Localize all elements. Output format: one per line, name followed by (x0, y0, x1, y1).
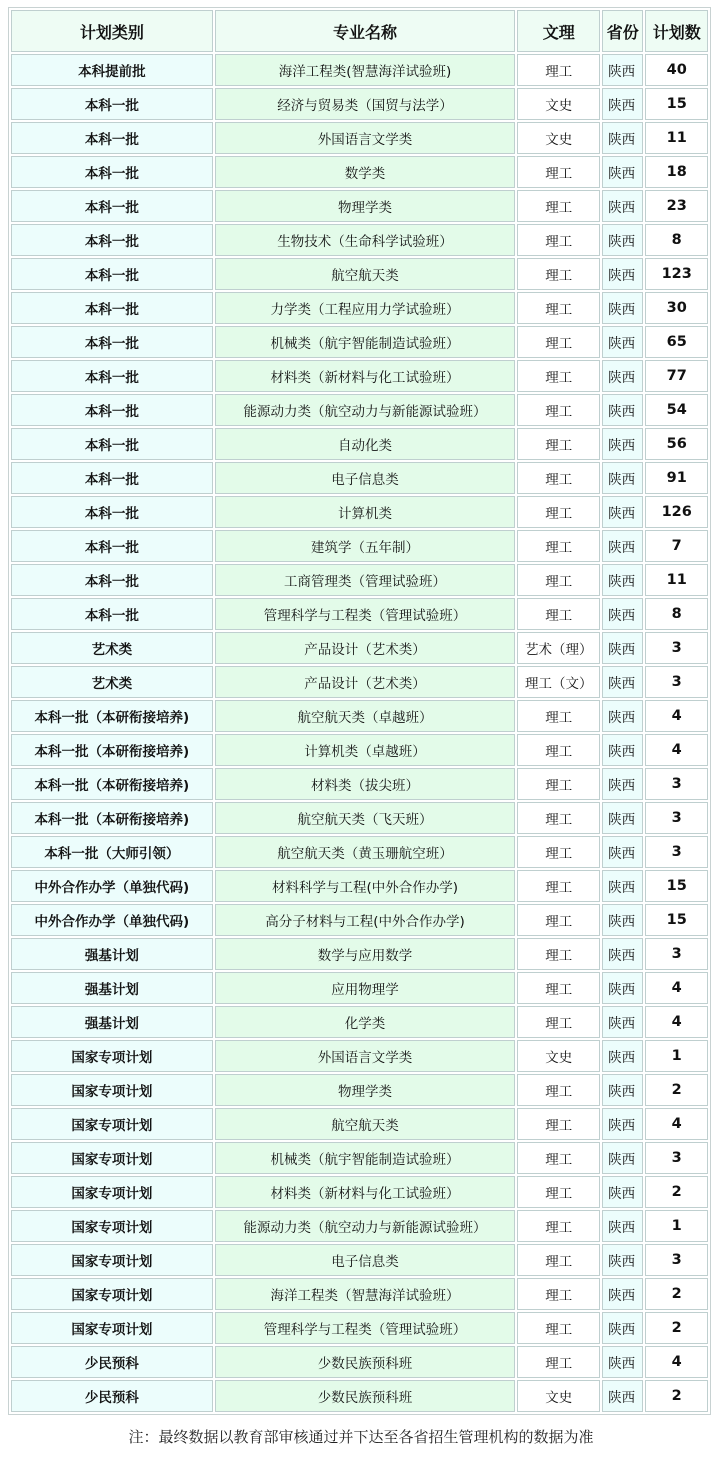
cell-major-name: 电子信息类 (215, 462, 516, 494)
cell-major-name: 机械类（航宇智能制造试验班） (215, 326, 516, 358)
cell-plan-count: 3 (645, 666, 708, 698)
table-row (11, 1176, 708, 1208)
table-row (11, 360, 708, 392)
cell-subject-type: 理工 (517, 768, 600, 800)
cell-plan-count: 3 (645, 1244, 708, 1276)
cell-major-name: 经济与贸易类（国贸与法学） (215, 88, 516, 120)
table-row (11, 496, 708, 528)
cell-major-name: 数学与应用数学 (215, 938, 516, 970)
cell-plan-category: 本科一批（本研衔接培养) (11, 700, 213, 732)
cell-plan-category: 国家专项计划 (11, 1142, 213, 1174)
table-row (11, 1244, 708, 1276)
cell-major-name: 海洋工程类(智慧海洋试验班) (215, 54, 516, 86)
cell-plan-count: 3 (645, 768, 708, 800)
cell-subject-type: 理工 (517, 802, 600, 834)
cell-major-name: 建筑学（五年制） (215, 530, 516, 562)
cell-plan-category: 强基计划 (11, 938, 213, 970)
cell-plan-category: 本科一批 (11, 360, 213, 392)
cell-province: 陕西 (602, 972, 643, 1004)
cell-plan-category: 少民预科 (11, 1346, 213, 1378)
cell-plan-count: 8 (645, 598, 708, 630)
cell-province: 陕西 (602, 1244, 643, 1276)
cell-province: 陕西 (602, 1040, 643, 1072)
cell-province: 陕西 (602, 88, 643, 120)
header-subject-type: 文理 (517, 10, 600, 52)
plan-table-container (8, 7, 711, 1415)
cell-province: 陕西 (602, 564, 643, 596)
table-row (11, 1278, 708, 1310)
cell-plan-count: 15 (645, 904, 708, 936)
cell-major-name: 计算机类（卓越班） (215, 734, 516, 766)
cell-major-name: 自动化类 (215, 428, 516, 460)
cell-plan-category: 少民预科 (11, 1380, 213, 1412)
table-header-row (11, 10, 708, 52)
cell-plan-category: 本科一批 (11, 190, 213, 222)
cell-province: 陕西 (602, 734, 643, 766)
cell-plan-category: 国家专项计划 (11, 1074, 213, 1106)
cell-subject-type: 理工 (517, 1244, 600, 1276)
table-row (11, 564, 708, 596)
cell-major-name: 高分子材料与工程(中外合作办学) (215, 904, 516, 936)
cell-subject-type: 理工 (517, 904, 600, 936)
cell-plan-count: 3 (645, 836, 708, 868)
table-row (11, 1312, 708, 1344)
cell-plan-count: 2 (645, 1074, 708, 1106)
cell-province: 陕西 (602, 1176, 643, 1208)
table-row (11, 1142, 708, 1174)
cell-subject-type: 理工 (517, 190, 600, 222)
cell-plan-category: 本科一批 (11, 598, 213, 630)
cell-subject-type: 理工 (517, 258, 600, 290)
cell-province: 陕西 (602, 632, 643, 664)
cell-subject-type: 理工 (517, 54, 600, 86)
cell-major-name: 机械类（航宇智能制造试验班） (215, 1142, 516, 1174)
cell-plan-category: 强基计划 (11, 1006, 213, 1038)
cell-plan-count: 15 (645, 870, 708, 902)
cell-province: 陕西 (602, 1074, 643, 1106)
cell-plan-category: 本科一批（本研衔接培养) (11, 802, 213, 834)
cell-plan-count: 3 (645, 632, 708, 664)
cell-province: 陕西 (602, 224, 643, 256)
cell-major-name: 少数民族预科班 (215, 1380, 516, 1412)
cell-plan-category: 本科一批 (11, 258, 213, 290)
cell-plan-count: 4 (645, 700, 708, 732)
cell-province: 陕西 (602, 1346, 643, 1378)
cell-subject-type: 理工 (517, 428, 600, 460)
enrollment-plan-table (8, 7, 711, 1415)
cell-plan-count: 2 (645, 1278, 708, 1310)
cell-major-name: 生物技术（生命科学试验班） (215, 224, 516, 256)
cell-province: 陕西 (602, 428, 643, 460)
cell-plan-category: 国家专项计划 (11, 1278, 213, 1310)
table-row (11, 1210, 708, 1242)
cell-subject-type: 文史 (517, 1380, 600, 1412)
cell-major-name: 材料类（新材料与化工试验班） (215, 360, 516, 392)
cell-province: 陕西 (602, 1006, 643, 1038)
cell-subject-type: 理工 (517, 1312, 600, 1344)
table-row (11, 1108, 708, 1140)
cell-province: 陕西 (602, 904, 643, 936)
cell-subject-type: 理工 (517, 292, 600, 324)
cell-major-name: 航空航天类 (215, 258, 516, 290)
cell-subject-type: 理工 (517, 938, 600, 970)
cell-plan-count: 30 (645, 292, 708, 324)
cell-plan-category: 强基计划 (11, 972, 213, 1004)
cell-major-name: 外国语言文学类 (215, 1040, 516, 1072)
cell-plan-count: 11 (645, 122, 708, 154)
header-plan-count: 计划数 (645, 10, 708, 52)
cell-plan-count: 4 (645, 1006, 708, 1038)
cell-major-name: 能源动力类（航空动力与新能源试验班） (215, 1210, 516, 1242)
table-row (11, 938, 708, 970)
cell-major-name: 航空航天类 (215, 1108, 516, 1140)
cell-plan-count: 3 (645, 802, 708, 834)
table-row (11, 1074, 708, 1106)
cell-plan-category: 本科一批 (11, 156, 213, 188)
table-row (11, 530, 708, 562)
cell-province: 陕西 (602, 768, 643, 800)
cell-subject-type: 文史 (517, 1040, 600, 1072)
cell-plan-count: 1 (645, 1210, 708, 1242)
table-row (11, 802, 708, 834)
cell-plan-count: 91 (645, 462, 708, 494)
table-row (11, 1380, 708, 1412)
cell-province: 陕西 (602, 836, 643, 868)
cell-plan-category: 艺术类 (11, 632, 213, 664)
table-row (11, 972, 708, 1004)
cell-major-name: 航空航天类（黄玉珊航空班） (215, 836, 516, 868)
cell-major-name: 物理学类 (215, 190, 516, 222)
cell-plan-count: 3 (645, 938, 708, 970)
cell-plan-count: 4 (645, 972, 708, 1004)
cell-plan-count: 3 (645, 1142, 708, 1174)
cell-plan-count: 2 (645, 1312, 708, 1344)
cell-subject-type: 理工 (517, 462, 600, 494)
cell-subject-type: 理工 (517, 530, 600, 562)
cell-plan-category: 本科提前批 (11, 54, 213, 86)
cell-subject-type: 理工（文） (517, 666, 600, 698)
cell-plan-count: 65 (645, 326, 708, 358)
cell-subject-type: 理工 (517, 1346, 600, 1378)
table-row (11, 258, 708, 290)
cell-major-name: 产品设计（艺术类） (215, 666, 516, 698)
cell-province: 陕西 (602, 1108, 643, 1140)
cell-province: 陕西 (602, 156, 643, 188)
table-row (11, 700, 708, 732)
cell-plan-category: 国家专项计划 (11, 1244, 213, 1276)
cell-subject-type: 理工 (517, 870, 600, 902)
cell-major-name: 材料类（新材料与化工试验班） (215, 1176, 516, 1208)
cell-major-name: 能源动力类（航空动力与新能源试验班） (215, 394, 516, 426)
cell-plan-category: 本科一批 (11, 428, 213, 460)
table-row (11, 190, 708, 222)
cell-plan-count: 23 (645, 190, 708, 222)
cell-province: 陕西 (602, 496, 643, 528)
cell-plan-category: 中外合作办学（单独代码) (11, 904, 213, 936)
cell-province: 陕西 (602, 190, 643, 222)
cell-major-name: 计算机类 (215, 496, 516, 528)
table-row (11, 1006, 708, 1038)
table-row (11, 292, 708, 324)
cell-major-name: 海洋工程类（智慧海洋试验班） (215, 1278, 516, 1310)
cell-subject-type: 理工 (517, 734, 600, 766)
cell-major-name: 外国语言文学类 (215, 122, 516, 154)
cell-plan-category: 本科一批（大师引领） (11, 836, 213, 868)
table-row (11, 836, 708, 868)
cell-plan-count: 15 (645, 88, 708, 120)
cell-subject-type: 理工 (517, 564, 600, 596)
cell-province: 陕西 (602, 666, 643, 698)
cell-plan-count: 54 (645, 394, 708, 426)
table-body (11, 54, 708, 1412)
table-row (11, 326, 708, 358)
cell-major-name: 化学类 (215, 1006, 516, 1038)
cell-plan-count: 40 (645, 54, 708, 86)
cell-subject-type: 理工 (517, 1006, 600, 1038)
cell-province: 陕西 (602, 394, 643, 426)
cell-major-name: 材料类（拔尖班） (215, 768, 516, 800)
table-row (11, 224, 708, 256)
table-row (11, 1040, 708, 1072)
cell-subject-type: 理工 (517, 836, 600, 868)
cell-plan-count: 11 (645, 564, 708, 596)
cell-plan-category: 国家专项计划 (11, 1040, 213, 1072)
cell-subject-type: 理工 (517, 1176, 600, 1208)
cell-plan-count: 7 (645, 530, 708, 562)
cell-subject-type: 文史 (517, 88, 600, 120)
cell-plan-count: 123 (645, 258, 708, 290)
table-row (11, 88, 708, 120)
cell-plan-category: 本科一批 (11, 122, 213, 154)
table-row (11, 768, 708, 800)
cell-subject-type: 理工 (517, 1142, 600, 1174)
cell-plan-count: 4 (645, 734, 708, 766)
cell-plan-category: 本科一批 (11, 462, 213, 494)
cell-plan-category: 本科一批 (11, 394, 213, 426)
cell-subject-type: 理工 (517, 598, 600, 630)
cell-subject-type: 理工 (517, 700, 600, 732)
cell-subject-type: 理工 (517, 360, 600, 392)
cell-plan-category: 本科一批 (11, 224, 213, 256)
cell-plan-category: 本科一批（本研衔接培养) (11, 768, 213, 800)
cell-major-name: 少数民族预科班 (215, 1346, 516, 1378)
cell-plan-category: 艺术类 (11, 666, 213, 698)
cell-province: 陕西 (602, 122, 643, 154)
cell-plan-count: 4 (645, 1108, 708, 1140)
cell-plan-category: 本科一批 (11, 530, 213, 562)
table-row (11, 1346, 708, 1378)
cell-plan-count: 1 (645, 1040, 708, 1072)
cell-plan-count: 56 (645, 428, 708, 460)
cell-plan-category: 本科一批（本研衔接培养) (11, 734, 213, 766)
header-province: 省份 (602, 10, 643, 52)
cell-subject-type: 理工 (517, 224, 600, 256)
cell-province: 陕西 (602, 1312, 643, 1344)
table-row (11, 54, 708, 86)
cell-province: 陕西 (602, 802, 643, 834)
cell-subject-type: 艺术（理） (517, 632, 600, 664)
cell-plan-count: 8 (645, 224, 708, 256)
cell-plan-category: 中外合作办学（单独代码) (11, 870, 213, 902)
cell-province: 陕西 (602, 1278, 643, 1310)
cell-province: 陕西 (602, 1380, 643, 1412)
cell-subject-type: 理工 (517, 972, 600, 1004)
cell-subject-type: 理工 (517, 326, 600, 358)
cell-province: 陕西 (602, 360, 643, 392)
cell-major-name: 航空航天类（卓越班） (215, 700, 516, 732)
table-row (11, 632, 708, 664)
cell-subject-type: 理工 (517, 1074, 600, 1106)
cell-subject-type: 理工 (517, 394, 600, 426)
cell-plan-category: 本科一批 (11, 88, 213, 120)
cell-province: 陕西 (602, 938, 643, 970)
cell-province: 陕西 (602, 598, 643, 630)
table-row (11, 394, 708, 426)
cell-plan-count: 18 (645, 156, 708, 188)
cell-subject-type: 理工 (517, 1278, 600, 1310)
cell-subject-type: 理工 (517, 1210, 600, 1242)
cell-plan-count: 2 (645, 1380, 708, 1412)
table-row (11, 462, 708, 494)
cell-major-name: 力学类（工程应用力学试验班） (215, 292, 516, 324)
cell-major-name: 电子信息类 (215, 1244, 516, 1276)
cell-province: 陕西 (602, 54, 643, 86)
cell-plan-category: 国家专项计划 (11, 1176, 213, 1208)
cell-major-name: 工商管理类（管理试验班） (215, 564, 516, 596)
cell-subject-type: 理工 (517, 1108, 600, 1140)
cell-major-name: 材料科学与工程(中外合作办学) (215, 870, 516, 902)
table-row (11, 428, 708, 460)
cell-subject-type: 理工 (517, 496, 600, 528)
cell-major-name: 应用物理学 (215, 972, 516, 1004)
cell-plan-count: 126 (645, 496, 708, 528)
cell-major-name: 物理学类 (215, 1074, 516, 1106)
table-row (11, 734, 708, 766)
header-plan-category: 计划类别 (11, 10, 213, 52)
table-row (11, 156, 708, 188)
table-row (11, 598, 708, 630)
table-row (11, 666, 708, 698)
cell-plan-category: 国家专项计划 (11, 1108, 213, 1140)
cell-plan-category: 本科一批 (11, 564, 213, 596)
cell-plan-count: 4 (645, 1346, 708, 1378)
cell-plan-count: 2 (645, 1176, 708, 1208)
cell-province: 陕西 (602, 530, 643, 562)
footnote: 注：最终数据以教育部审核通过并下达至各省招生管理机构的数据为准 (128, 1428, 594, 1446)
cell-province: 陕西 (602, 1142, 643, 1174)
table-row (11, 904, 708, 936)
cell-province: 陕西 (602, 258, 643, 290)
cell-major-name: 航空航天类（飞天班） (215, 802, 516, 834)
cell-plan-category: 国家专项计划 (11, 1210, 213, 1242)
cell-province: 陕西 (602, 326, 643, 358)
cell-major-name: 数学类 (215, 156, 516, 188)
cell-province: 陕西 (602, 1210, 643, 1242)
cell-province: 陕西 (602, 870, 643, 902)
cell-major-name: 管理科学与工程类（管理试验班） (215, 1312, 516, 1344)
cell-subject-type: 文史 (517, 122, 600, 154)
cell-major-name: 产品设计（艺术类） (215, 632, 516, 664)
cell-subject-type: 理工 (517, 156, 600, 188)
table-row (11, 122, 708, 154)
cell-plan-category: 本科一批 (11, 496, 213, 528)
cell-plan-count: 77 (645, 360, 708, 392)
cell-plan-category: 本科一批 (11, 326, 213, 358)
cell-province: 陕西 (602, 462, 643, 494)
cell-province: 陕西 (602, 700, 643, 732)
header-major-name: 专业名称 (215, 10, 516, 52)
cell-province: 陕西 (602, 292, 643, 324)
cell-plan-category: 本科一批 (11, 292, 213, 324)
cell-major-name: 管理科学与工程类（管理试验班） (215, 598, 516, 630)
table-row (11, 870, 708, 902)
cell-plan-category: 国家专项计划 (11, 1312, 213, 1344)
